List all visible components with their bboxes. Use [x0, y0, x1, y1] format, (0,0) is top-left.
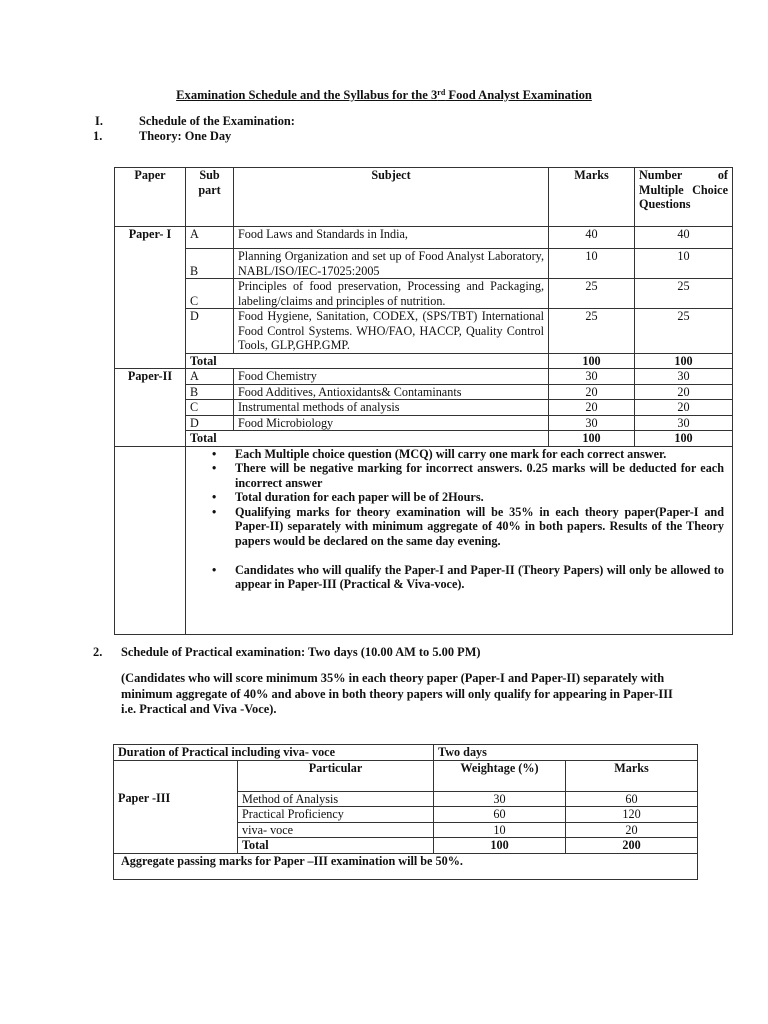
- page-title: Examination Schedule and the Syllabus for the 3rd Food Analyst Examination: [176, 88, 592, 102]
- marks: 30: [549, 369, 635, 385]
- marks: 25: [549, 309, 635, 354]
- table-row: [115, 415, 733, 431]
- mcq-count: 40: [635, 227, 733, 249]
- paper-label: Paper- I: [115, 227, 186, 369]
- marks: 20: [549, 384, 635, 400]
- header-particular: Particular: [238, 760, 434, 791]
- marks: 25: [549, 279, 635, 309]
- list-item: • Total duration for each paper will be of 2Hours.: [212, 490, 484, 505]
- subject: Food Microbiology: [234, 415, 549, 431]
- header-weightage: Weightage (%): [434, 760, 566, 791]
- weightage: 30: [434, 791, 566, 807]
- marks: 120: [566, 807, 698, 823]
- header-marks: Marks: [566, 760, 698, 791]
- total-marks: 100: [549, 431, 635, 447]
- subject: Food Additives, Antioxidants& Contaminants: [234, 384, 549, 400]
- sub-part: D: [186, 309, 234, 354]
- particular: Practical Proficiency: [238, 807, 434, 823]
- header-marks: Marks: [549, 168, 635, 227]
- sub-part: C: [186, 279, 234, 309]
- sub-part: A: [186, 369, 234, 385]
- subject: Instrumental methods of analysis: [234, 400, 549, 416]
- marks: 20: [549, 400, 635, 416]
- item-number: 1.: [93, 129, 103, 143]
- header-mcq: Number of Multiple Choice Questions: [635, 168, 733, 227]
- table-row: [115, 309, 733, 354]
- header-paper: Paper: [115, 168, 186, 227]
- mcq-count: 30: [635, 415, 733, 431]
- table-row: [115, 384, 733, 400]
- subject: Planning Organization and set up of Food Analyst Laboratory, NABL/ISO/IEC-17025:2005: [234, 249, 549, 279]
- total-mcq: 100: [635, 353, 733, 369]
- total-row: [115, 431, 733, 447]
- total-row: [115, 353, 733, 369]
- section-heading: Schedule of the Examination:: [139, 114, 295, 128]
- notes-row: [115, 446, 733, 634]
- theory-table: [114, 167, 733, 635]
- marks: 30: [549, 415, 635, 431]
- practical-note: (Candidates who will score minimum 35% in each theory paper (Paper-I and Paper-II) separately with minimum aggregate of 40% and above in both theory papers will only qualify for appearing in Paper-III i.e. Practical and Viva -Voce).: [121, 671, 673, 716]
- mcq-count: 30: [635, 369, 733, 385]
- total-weightage: 100: [434, 838, 566, 854]
- marks: 20: [566, 822, 698, 838]
- marks: 60: [566, 791, 698, 807]
- subject: Food Chemistry: [234, 369, 549, 385]
- duration-value: Two days: [434, 745, 698, 761]
- header-subject: Subject: [234, 168, 549, 227]
- paper-label: Paper-II: [115, 369, 186, 447]
- particular: Method of Analysis: [238, 791, 434, 807]
- table-row: [114, 853, 698, 879]
- total-label: Total: [238, 838, 434, 854]
- list-item: • There will be negative marking for incorrect answers. 0.25 marks will be deducted for each incorrect answer: [212, 461, 724, 490]
- mcq-count: 25: [635, 279, 733, 309]
- notes-list: [186, 447, 724, 592]
- sub-part: C: [186, 400, 234, 416]
- table-header-row: [115, 168, 733, 227]
- sub-part: D: [186, 415, 234, 431]
- aggregate-note: Aggregate passing marks for Paper –III examination will be 50%.: [114, 853, 698, 879]
- total-label: Total: [186, 353, 549, 369]
- item-heading: Theory: One Day: [139, 129, 232, 143]
- sub-part: A: [186, 227, 234, 249]
- marks: 10: [549, 249, 635, 279]
- item-heading: Schedule of Practical examination: Two days (10.00 AM to 5.00 PM): [121, 645, 481, 659]
- table-row: [114, 745, 698, 761]
- marks: 40: [549, 227, 635, 249]
- weightage: 10: [434, 822, 566, 838]
- subject: Principles of food preservation, Processing and Packaging, labeling/claims and principles of nutrition.: [234, 279, 549, 309]
- particular: viva- voce: [238, 822, 434, 838]
- notes-cell: [186, 446, 733, 634]
- mcq-count: 20: [635, 400, 733, 416]
- table-header-row: [114, 760, 698, 791]
- item-number: 2.: [93, 645, 103, 659]
- table-row: [115, 279, 733, 309]
- table-row: [115, 249, 733, 279]
- table-row: [115, 369, 733, 385]
- table-row: [115, 400, 733, 416]
- header-sub-part: Sub part: [186, 168, 234, 227]
- duration-label: Duration of Practical including viva- voce: [114, 745, 434, 761]
- list-item: • Each Multiple choice question (MCQ) will carry one mark for each correct answer.: [212, 446, 667, 461]
- sub-part: B: [186, 384, 234, 400]
- paper-label: Paper -III: [114, 791, 238, 853]
- subject: Food Hygiene, Sanitation, CODEX, (SPS/TBT) International Food Control Systems. WHO/FAO, HACCP, Quality Control Tools, GLP,GHP.GMP.: [234, 309, 549, 354]
- mcq-count: 25: [635, 309, 733, 354]
- subject: Food Laws and Standards in India,: [234, 227, 549, 249]
- weightage: 60: [434, 807, 566, 823]
- list-item: • Candidates who will qualify the Paper-I and Paper-II (Theory Papers) will only be allowed to appear in Paper-III (Practical & Viva-voce).: [212, 562, 724, 592]
- mcq-count: 20: [635, 384, 733, 400]
- total-marks: 200: [566, 838, 698, 854]
- list-item: • Qualifying marks for theory examination will be 35% in each theory paper(Paper-I and Paper-II) separately with minimum aggregate of 40% in both papers. Results of the Theory papers would be declared on the same day evening.: [212, 504, 724, 549]
- section-number: I.: [95, 114, 103, 128]
- practical-table: [113, 744, 698, 880]
- total-marks: 100: [549, 353, 635, 369]
- table-row: [115, 227, 733, 249]
- table-row: [114, 791, 698, 807]
- sub-part: B: [186, 249, 234, 279]
- total-label: Total: [186, 431, 549, 447]
- total-mcq: 100: [635, 431, 733, 447]
- mcq-count: 10: [635, 249, 733, 279]
